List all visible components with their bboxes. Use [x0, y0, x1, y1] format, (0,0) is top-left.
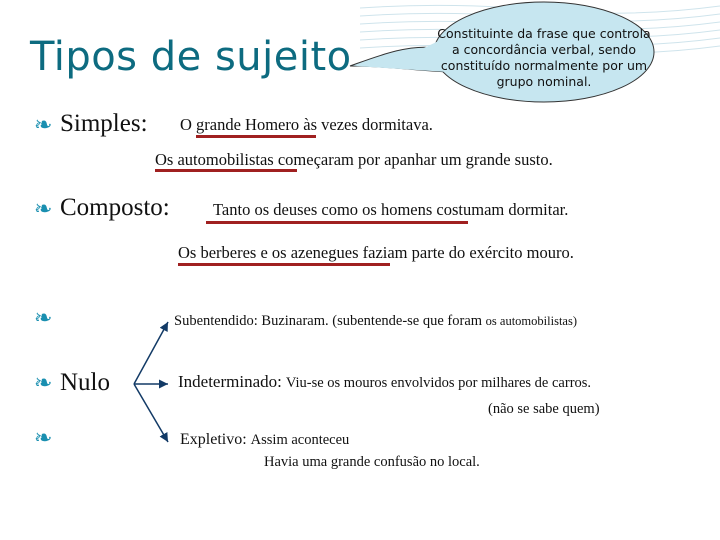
subentendido-tail: os automobilistas) — [485, 314, 577, 328]
expletivo-text: Assim aconteceu — [250, 432, 350, 448]
page-title: Tipos de sujeito — [30, 34, 352, 80]
simples-example-1: O grande Homero às vezes dormitava. — [180, 115, 433, 134]
bullet-icon: ❧ — [34, 426, 53, 451]
expletivo-text-2: Havia uma grande confusão no local. — [264, 454, 480, 470]
indeterminado-text: Viu-se os mouros envolvidos por milhares de carros. — [285, 375, 592, 391]
bullet-icon: ❧ — [34, 371, 53, 396]
indeterminado-label: Indeterminado: — [178, 372, 282, 391]
bullet-icon: ❧ — [34, 306, 53, 331]
bullet-icon: ❧ — [34, 197, 53, 222]
indeterminado-line — [178, 372, 591, 392]
indeterminado-note: (não se sabe quem) — [488, 401, 600, 417]
subentendido-label: Subentendido: — [174, 313, 258, 329]
bullet-icon: ❧ — [34, 113, 53, 138]
callout-text: Constituinte da frase que controla a concordância verbal, sendo constituído normalmente por um grupo nominal. — [437, 26, 651, 89]
nulo-label: Nulo — [60, 369, 110, 396]
composto-example-1: Tanto os deuses como os homens costumam dormitar. — [213, 200, 569, 219]
simples-label: Simples: — [60, 110, 148, 137]
expletivo-label: Expletivo: — [180, 431, 247, 448]
simples-example-2: Os automobilistas começaram por apanhar um grande susto. — [155, 150, 553, 169]
composto-example-2: Os berberes e os azenegues faziam parte do exército mouro. — [178, 243, 574, 262]
composto-label: Composto: — [60, 194, 170, 221]
subentendido-text: Buzinaram. (subentende-se que foram — [261, 313, 483, 329]
expletivo-line — [180, 431, 349, 449]
subentendido-line — [174, 313, 577, 330]
